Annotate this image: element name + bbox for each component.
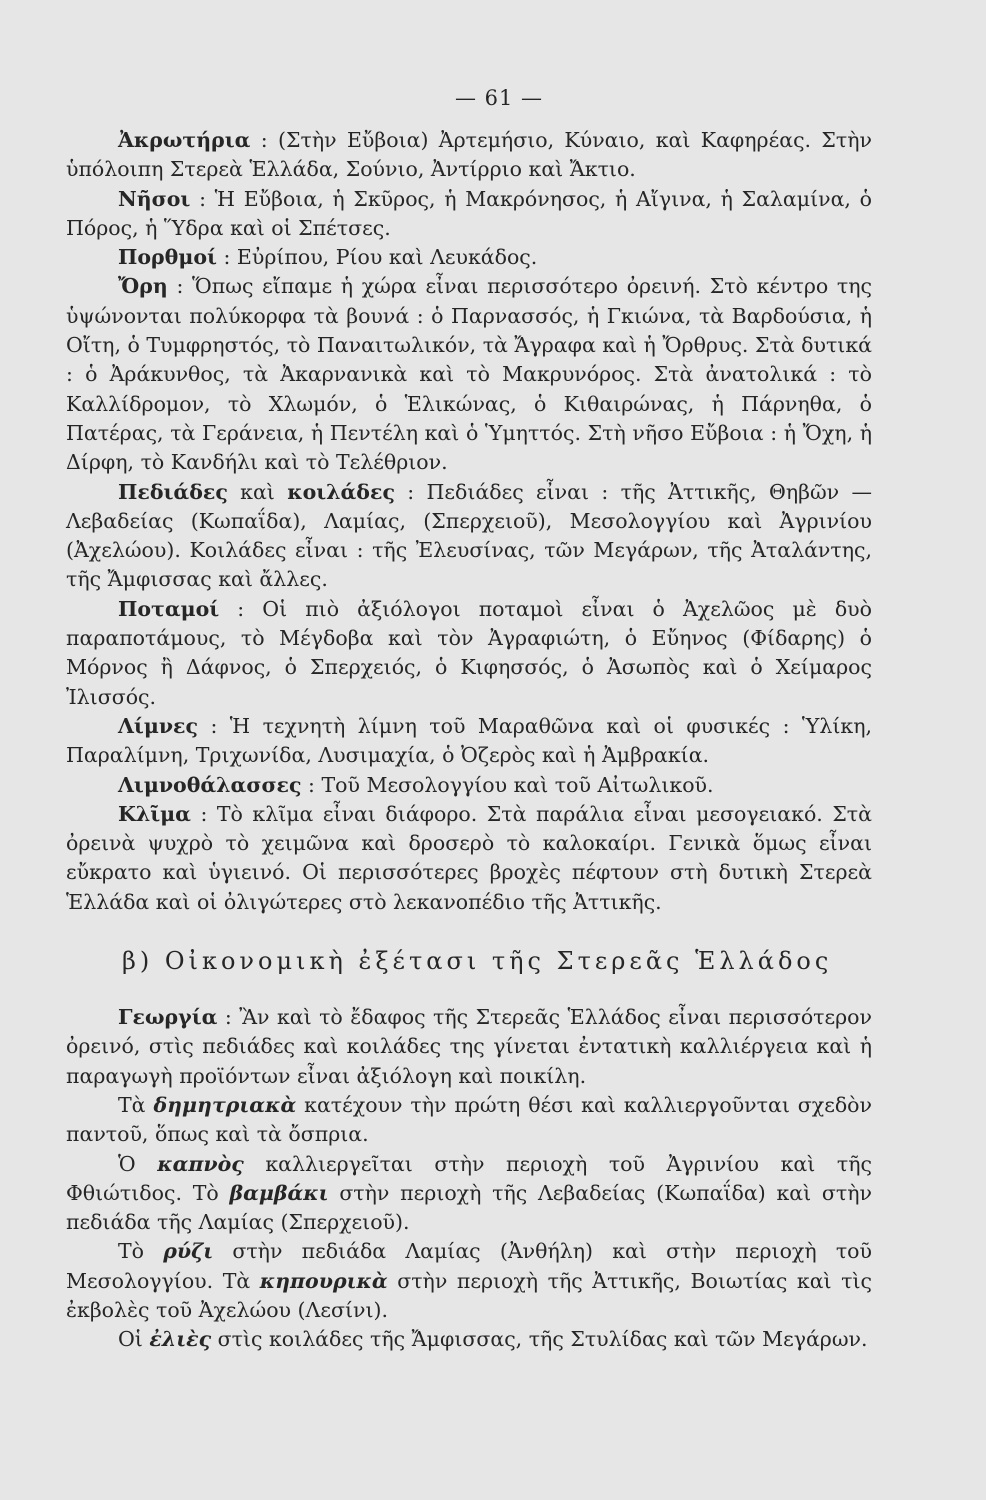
paragraph-cereals [66, 1091, 872, 1150]
vegetables-keyword: κηπουρικὰ [259, 1268, 388, 1293]
tobacco-keyword: καπνὸς [157, 1151, 244, 1176]
plains-connector: καὶ [240, 479, 275, 504]
paragraph-tobacco [66, 1150, 872, 1238]
cereals-keyword: δημητριακὰ [153, 1092, 297, 1117]
capes-label: Ἀκρωτήρια [118, 128, 251, 152]
paragraph-lakes [66, 712, 872, 771]
tobacco-text: καλλιεργεῖται στὴν περιοχὴ τοῦ Ἀγρινίου καὶ τῆς Φθιώτιδος. Τὸ [66, 1151, 872, 1205]
rice-text: στὴν πεδιάδα Λαμίας (Ἀνθήλη) καὶ στὴν περιοχὴ τοῦ Μεσολογγίου. Τὰ [66, 1239, 872, 1293]
rivers-text: : Οἱ πιὸ ἀξιόλογοι ποταμοὶ εἶναι ὁ Ἀχελῶος μὲ δυὸ παραποτάμους, τὸ Μέγδοβα καὶ τὸν Ἀγραφιώτη, ὁ Εὔηνος (Φίδαρης) ὁ Μόρνος ἢ Δάφνος, ὁ Σπερχειός, ὁ Κιφησσός, ὁ Ἀσωπὸς καὶ ὁ Χείμαρος Ἰλισσός. [66, 596, 872, 709]
plains-label: Πεδιάδες [118, 479, 228, 504]
page-number: — 61 — [454, 86, 544, 110]
document-page [66, 86, 872, 1355]
agriculture-text: : Ἂν καὶ τὸ ἔδαφος τῆς Στερεᾶς Ἑλλάδος εἶναι περισσότερον ὀρεινό, στὶς πεδιάδες καὶ κοιλάδες της γίνεται ἐντατικὴ καλλιέργεια καὶ ἡ παραγωγὴ προϊόντων εἶναι ἀξιόλογη καὶ ποικίλη. [66, 1005, 872, 1088]
paragraph-agriculture [66, 1003, 872, 1091]
olives-pre: Οἱ [118, 1327, 143, 1352]
olives-keyword: ἐλιὲς [149, 1327, 212, 1352]
cereals-pre: Τὰ [118, 1092, 146, 1117]
straits-text: : Εὐρίπου, Ρίου καὶ Λευκάδος. [223, 245, 538, 270]
lakes-text: : Ἡ τεχνητὴ λίμνη τοῦ Μαραθῶνα καὶ οἱ φυσικές : Ὑλίκη, Παραλίμνη, Τριχωνίδα, Λυσιμαχία, ὁ Ὀζερὸς καὶ ἡ Ἀμβρακία. [66, 713, 872, 768]
lagoons-label: Λιμνοθάλασσες [118, 772, 302, 797]
vegetables-text: στὴν περιοχὴ τῆς Ἀττικῆς, Βοιωτίας καὶ τὶς ἐκβολὲς τοῦ Ἀχελώου (Λεσίνι). [66, 1268, 872, 1322]
agriculture-label: Γεωργία [118, 1005, 218, 1030]
paragraph-plains [66, 478, 872, 595]
paragraph-straits [66, 243, 872, 272]
climate-text: : Τὸ κλῖμα εἶναι διάφορο. Στὰ παράλια εἶναι μεσογειακό. Στὰ ὀρεινὰ ψυχρὸ τὸ χειμῶνα καὶ δροσερὸ τὸ καλοκαίρι. Γενικὰ ὅμως εἶναι εὔκρατο καὶ ὑγιεινό. Οἱ περισσότερες βροχὲς πέφτουν στὴ δυτικὴ Στερεὰ Ἑλλάδα καὶ οἱ ὀλιγώτερες στὸ λεκανοπέδιο τῆς Ἀττικῆς. [66, 801, 872, 914]
olives-text: στὶς κοιλάδες τῆς Ἄμφισσας, τῆς Στυλίδας καὶ τῶν Μεγάρων. [217, 1327, 868, 1352]
paragraph-capes [66, 126, 872, 185]
rice-pre: Τὸ [118, 1239, 145, 1264]
valleys-label: κοιλάδες [287, 479, 395, 504]
paragraph-rivers [66, 595, 872, 712]
lagoons-text: : Τοῦ Μεσολογγίου καὶ τοῦ Αἰτωλικοῦ. [308, 772, 714, 797]
mountains-label: Ὄρη [118, 274, 168, 299]
rivers-label: Ποταμοί [118, 596, 220, 621]
capes-text: : (Στὴν Εὔβοια) Ἀρτεμήσιο, Κύναιο, καὶ Καφηρέας. Στὴν ὑπόλοιπη Στερεὰ Ἑλλάδα, Σούνιο, Ἀντίρριο καὶ Ἄκτιο. [66, 128, 872, 182]
rice-keyword: ρύζι [163, 1239, 214, 1264]
section-b-heading: β) Οἰκονομικὴ ἐξέτασι τῆς Στερεᾶς Ἑλλάδος [122, 947, 833, 976]
paragraph-islands [66, 185, 872, 244]
mountains-text: : Ὅπως εἴπαμε ἡ χώρα εἶναι περισσότερο ὀρεινή. Στὸ κέντρο της ὑψώνονται πολύκορφα τὰ βουνά : ὁ Παρνασσός, ἡ Γκιώνα, τὰ Βαρδούσια, ἡ Οἴτη, ὁ Τυμφρηστός, τὸ Παναιτωλικόν, τὰ Ἄγραφα καὶ ἡ Ὄρθρυς. Στὰ δυτικά : ὁ Ἀράκυνθος, τὰ Ἀκαρνανικὰ καὶ τὸ Μακρυνόρος. Στὰ ἀνατολικά : τὸ Καλλίδρομον, τὸ Χλωμόν, ὁ Ἑλικώνας, ὁ Κιθαιρώνας, ἡ Πάρνηθα, ὁ Πατέρας, τὰ Γεράνεια, ἡ Πεντέλη καὶ ὁ Ὑμηττός. Στὴ νῆσο Εὔβοια : ἡ Ὄχη, ἡ Δίρφη, τὸ Κανδήλι καὶ τὸ Τελέθριον. [66, 274, 872, 475]
climate-label: Κλῖμα [118, 801, 191, 826]
islands-label: Νῆσοι [118, 186, 191, 211]
paragraph-lagoons [66, 771, 872, 800]
islands-text: : Ἡ Εὔβοια, ἡ Σκῦρος, ἡ Μακρόνησος, ἡ Αἴγινα, ἡ Σαλαμίνα, ὁ Πόρος, ἡ Ὕδρα καὶ οἱ Σπέτσες. [66, 186, 872, 240]
lakes-label: Λίμνες [118, 713, 198, 738]
cereals-text: κατέχουν τὴν πρώτη θέσι καὶ καλλιεργοῦνται σχεδὸν παντοῦ, ὅπως καὶ τὰ ὄσπρια. [66, 1092, 872, 1147]
paragraph-olives [66, 1325, 872, 1354]
paragraph-rice [66, 1237, 872, 1325]
plains-text: : Πεδιάδες εἶναι : τῆς Ἀττικῆς, Θηβῶν — Λεβαδείας (Κωπαΐδα), Λαμίας, (Σπερχειοῦ), Μεσολογγίου καὶ Ἀγρινίου (Ἀχελώου). Κοιλάδες εἶναι : τῆς Ἐλευσίνας, τῶν Μεγάρων, τῆς Ἀταλάντης, τῆς Ἄμφισσας καὶ ἄλλες. [66, 479, 872, 592]
paragraph-climate [66, 800, 872, 917]
cotton-keyword: βαμβάκι [229, 1180, 329, 1205]
paragraph-mountains [66, 272, 872, 477]
tobacco-pre: Ὁ [118, 1151, 136, 1176]
straits-label: Πορθμοί [118, 245, 217, 270]
cotton-text: στὴν περιοχὴ τῆς Λεβαδείας (Κωπαΐδα) καὶ στὴν πεδιάδα τῆς Λαμίας (Σπερχειοῦ). [66, 1180, 872, 1235]
